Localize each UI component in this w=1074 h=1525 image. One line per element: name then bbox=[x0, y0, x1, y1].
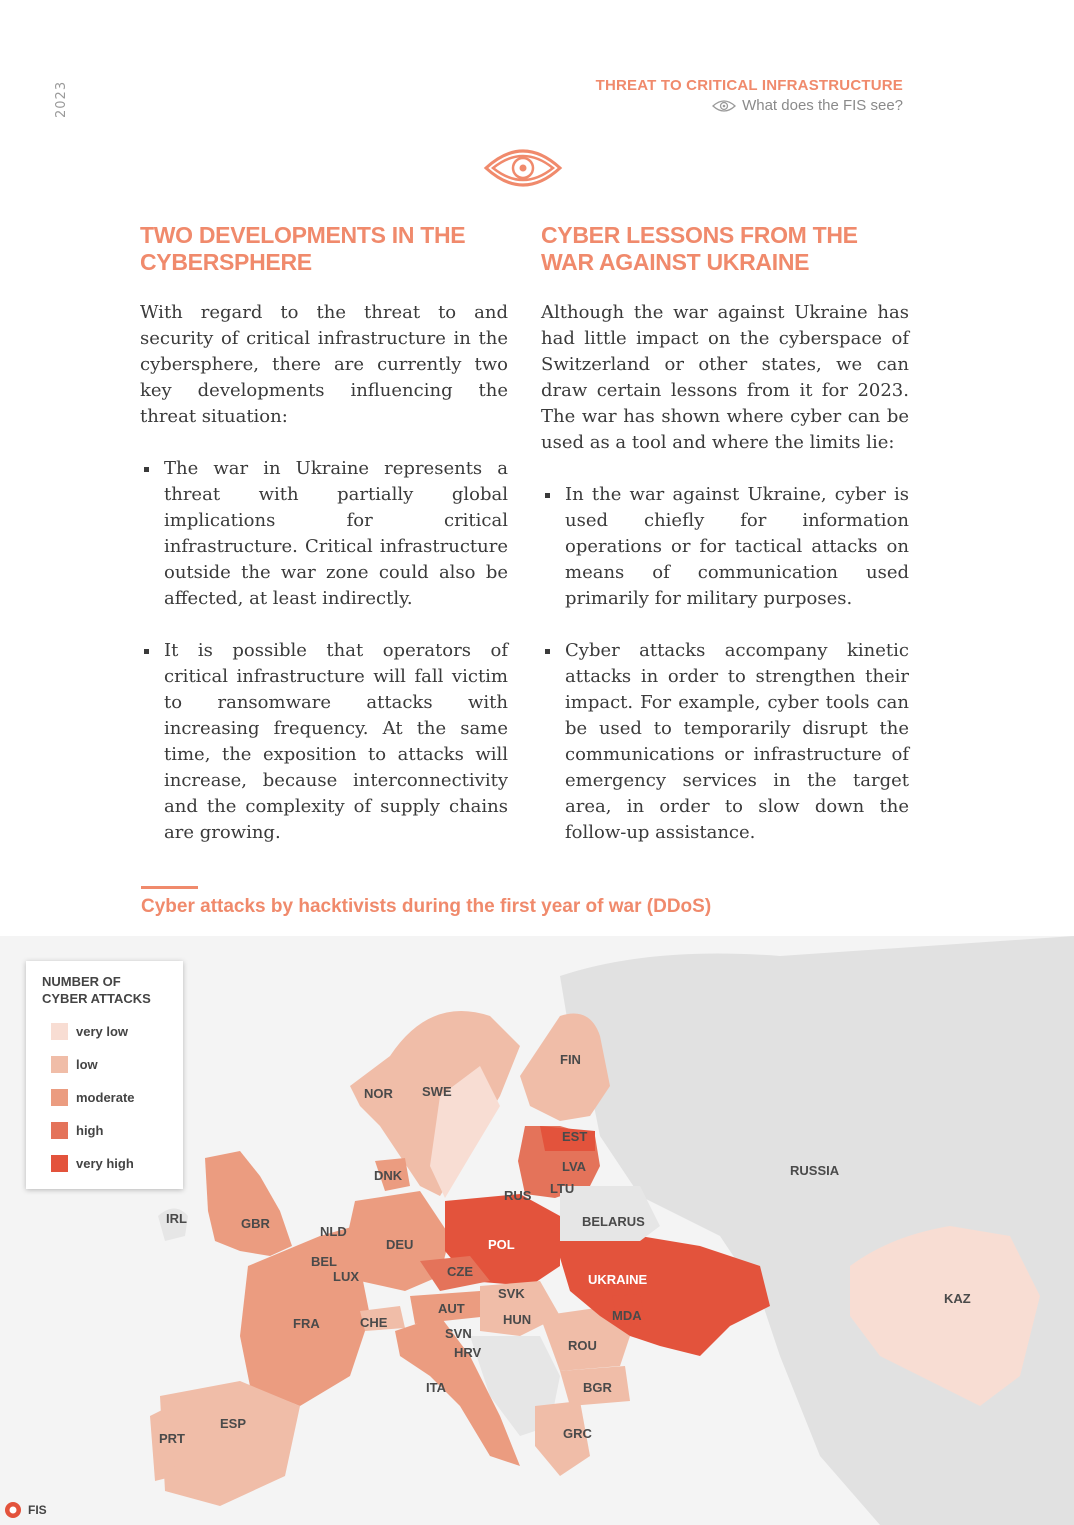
section-title: THREAT TO CRITICAL INFRASTRUCTURE bbox=[595, 77, 903, 94]
label-rou: ROU bbox=[568, 1338, 597, 1353]
label-esp: ESP bbox=[220, 1416, 247, 1431]
right-bullet-2: Cyber attacks accompany kinetic attacks in order to strengthen their impact. For example, cyber tools can be used to temporarily disrupt the communications or infrastructure of emergency services in the target area, in order to slow down the follow-up assistance. bbox=[541, 638, 909, 846]
label-belarus: BELARUS bbox=[582, 1214, 645, 1229]
right-heading-line1: CYBER LESSONS FROM THE bbox=[541, 222, 858, 248]
label-russia: RUSSIA bbox=[790, 1163, 840, 1178]
legend-swatch-very-low bbox=[51, 1023, 68, 1040]
legend-row-high bbox=[51, 1122, 103, 1139]
right-heading-line2: WAR AGAINST UKRAINE bbox=[541, 249, 810, 275]
label-est: EST bbox=[562, 1129, 588, 1144]
footer-org-label: FIS bbox=[28, 1503, 47, 1517]
label-kaz: KAZ bbox=[944, 1291, 971, 1306]
label-cze: CZE bbox=[447, 1264, 473, 1279]
fis-logo-icon bbox=[4, 1501, 22, 1519]
label-hrv: HRV bbox=[454, 1345, 482, 1360]
legend-swatch-low bbox=[51, 1056, 68, 1073]
left-heading bbox=[140, 222, 508, 276]
map-legend bbox=[26, 961, 183, 1189]
label-irl: IRL bbox=[166, 1211, 187, 1226]
eye-icon-large bbox=[483, 144, 563, 192]
label-mda: MDA bbox=[612, 1308, 642, 1323]
legend-title bbox=[42, 973, 151, 1007]
legend-row-moderate bbox=[51, 1089, 135, 1106]
legend-label-moderate: moderate bbox=[76, 1090, 135, 1105]
legend-label-low: low bbox=[76, 1057, 98, 1072]
footer-logo bbox=[4, 1501, 47, 1519]
left-bullet-2: It is possible that operators of critical infrastructure will fall victim to ransomware attacks with increasing frequency. At the same time, the exposition to attacks will increase, because interconnectivity and the complexity of supply chains are growing. bbox=[140, 638, 508, 846]
label-grc: GRC bbox=[563, 1426, 592, 1441]
label-hun: HUN bbox=[503, 1312, 532, 1327]
legend-title-line2: CYBER ATTACKS bbox=[42, 991, 151, 1006]
legend-row-very-high bbox=[51, 1155, 134, 1172]
year-label: 2023 bbox=[54, 80, 69, 118]
left-intro: With regard to the threat to and security of critical infrastructure in the cybersphere, there are currently two key developments influencing the threat situation: bbox=[140, 302, 508, 427]
label-gbr: GBR bbox=[241, 1216, 270, 1231]
label-dnk: DNK bbox=[374, 1168, 403, 1183]
left-bullet-1: The war in Ukraine represents a threat with partially global implications for critical infrastructure. Critical infrastructure outside the war zone could also be affected, at least indirectly. bbox=[140, 456, 508, 612]
label-nor: NOR bbox=[364, 1086, 393, 1101]
label-svk: SVK bbox=[498, 1286, 525, 1301]
left-heading-line2: CYBERSPHERE bbox=[140, 249, 312, 275]
label-lva: LVA bbox=[562, 1159, 587, 1174]
left-heading-line1: TWO DEVELOPMENTS IN THE bbox=[140, 222, 466, 248]
label-swe: SWE bbox=[422, 1084, 452, 1099]
legend-row-low bbox=[51, 1056, 98, 1073]
map-title-rule bbox=[141, 886, 198, 889]
label-ita: ITA bbox=[426, 1380, 446, 1395]
label-fra: FRA bbox=[293, 1316, 320, 1331]
subsection-title bbox=[596, 97, 903, 114]
label-ltu: LTU bbox=[550, 1181, 575, 1196]
label-aut: AUT bbox=[438, 1301, 465, 1316]
left-bullet-list bbox=[140, 456, 508, 846]
label-rus: RUS bbox=[504, 1188, 532, 1203]
map-title: Cyber attacks by hacktivists during the first year of war (DDoS) bbox=[141, 896, 712, 917]
right-bullet-list bbox=[541, 482, 909, 846]
label-svn: SVN bbox=[445, 1326, 472, 1341]
left-column bbox=[140, 222, 508, 872]
label-bgr: BGR bbox=[583, 1380, 612, 1395]
right-bullet-1: In the war against Ukraine, cyber is used chiefly for information operations or for tactical attacks on means of communication used primarily for military purposes. bbox=[541, 482, 909, 612]
legend-swatch-moderate bbox=[51, 1089, 68, 1106]
legend-label-very-low: very low bbox=[76, 1024, 129, 1039]
label-deu: DEU bbox=[386, 1237, 414, 1252]
right-heading bbox=[541, 222, 909, 276]
legend-label-high: high bbox=[76, 1123, 104, 1138]
right-column bbox=[541, 222, 909, 872]
label-ukraine: UKRAINE bbox=[588, 1272, 648, 1287]
legend-label-very-high: very high bbox=[76, 1156, 134, 1171]
subsection-text: What does the FIS see? bbox=[742, 97, 903, 114]
legend-title-line1: NUMBER OF bbox=[42, 974, 121, 989]
label-che: CHE bbox=[360, 1315, 388, 1330]
label-pol: POL bbox=[488, 1237, 515, 1252]
legend-row-very-low bbox=[51, 1023, 128, 1040]
legend-swatch-very-high bbox=[51, 1155, 68, 1172]
right-intro: Although the war against Ukraine has had little impact on the cyberspace of Switzerland or other states, we can draw certain lessons from it for 2023. The war has shown where cyber can be used as a tool and where the limits lie: bbox=[541, 302, 909, 453]
label-lux: LUX bbox=[333, 1269, 359, 1284]
page-header bbox=[596, 77, 903, 114]
eye-icon bbox=[712, 99, 736, 113]
label-fin: FIN bbox=[560, 1052, 581, 1067]
label-nld: NLD bbox=[320, 1224, 347, 1239]
legend-swatch-high bbox=[51, 1122, 68, 1139]
label-prt: PRT bbox=[159, 1431, 185, 1446]
label-bel: BEL bbox=[311, 1254, 337, 1269]
